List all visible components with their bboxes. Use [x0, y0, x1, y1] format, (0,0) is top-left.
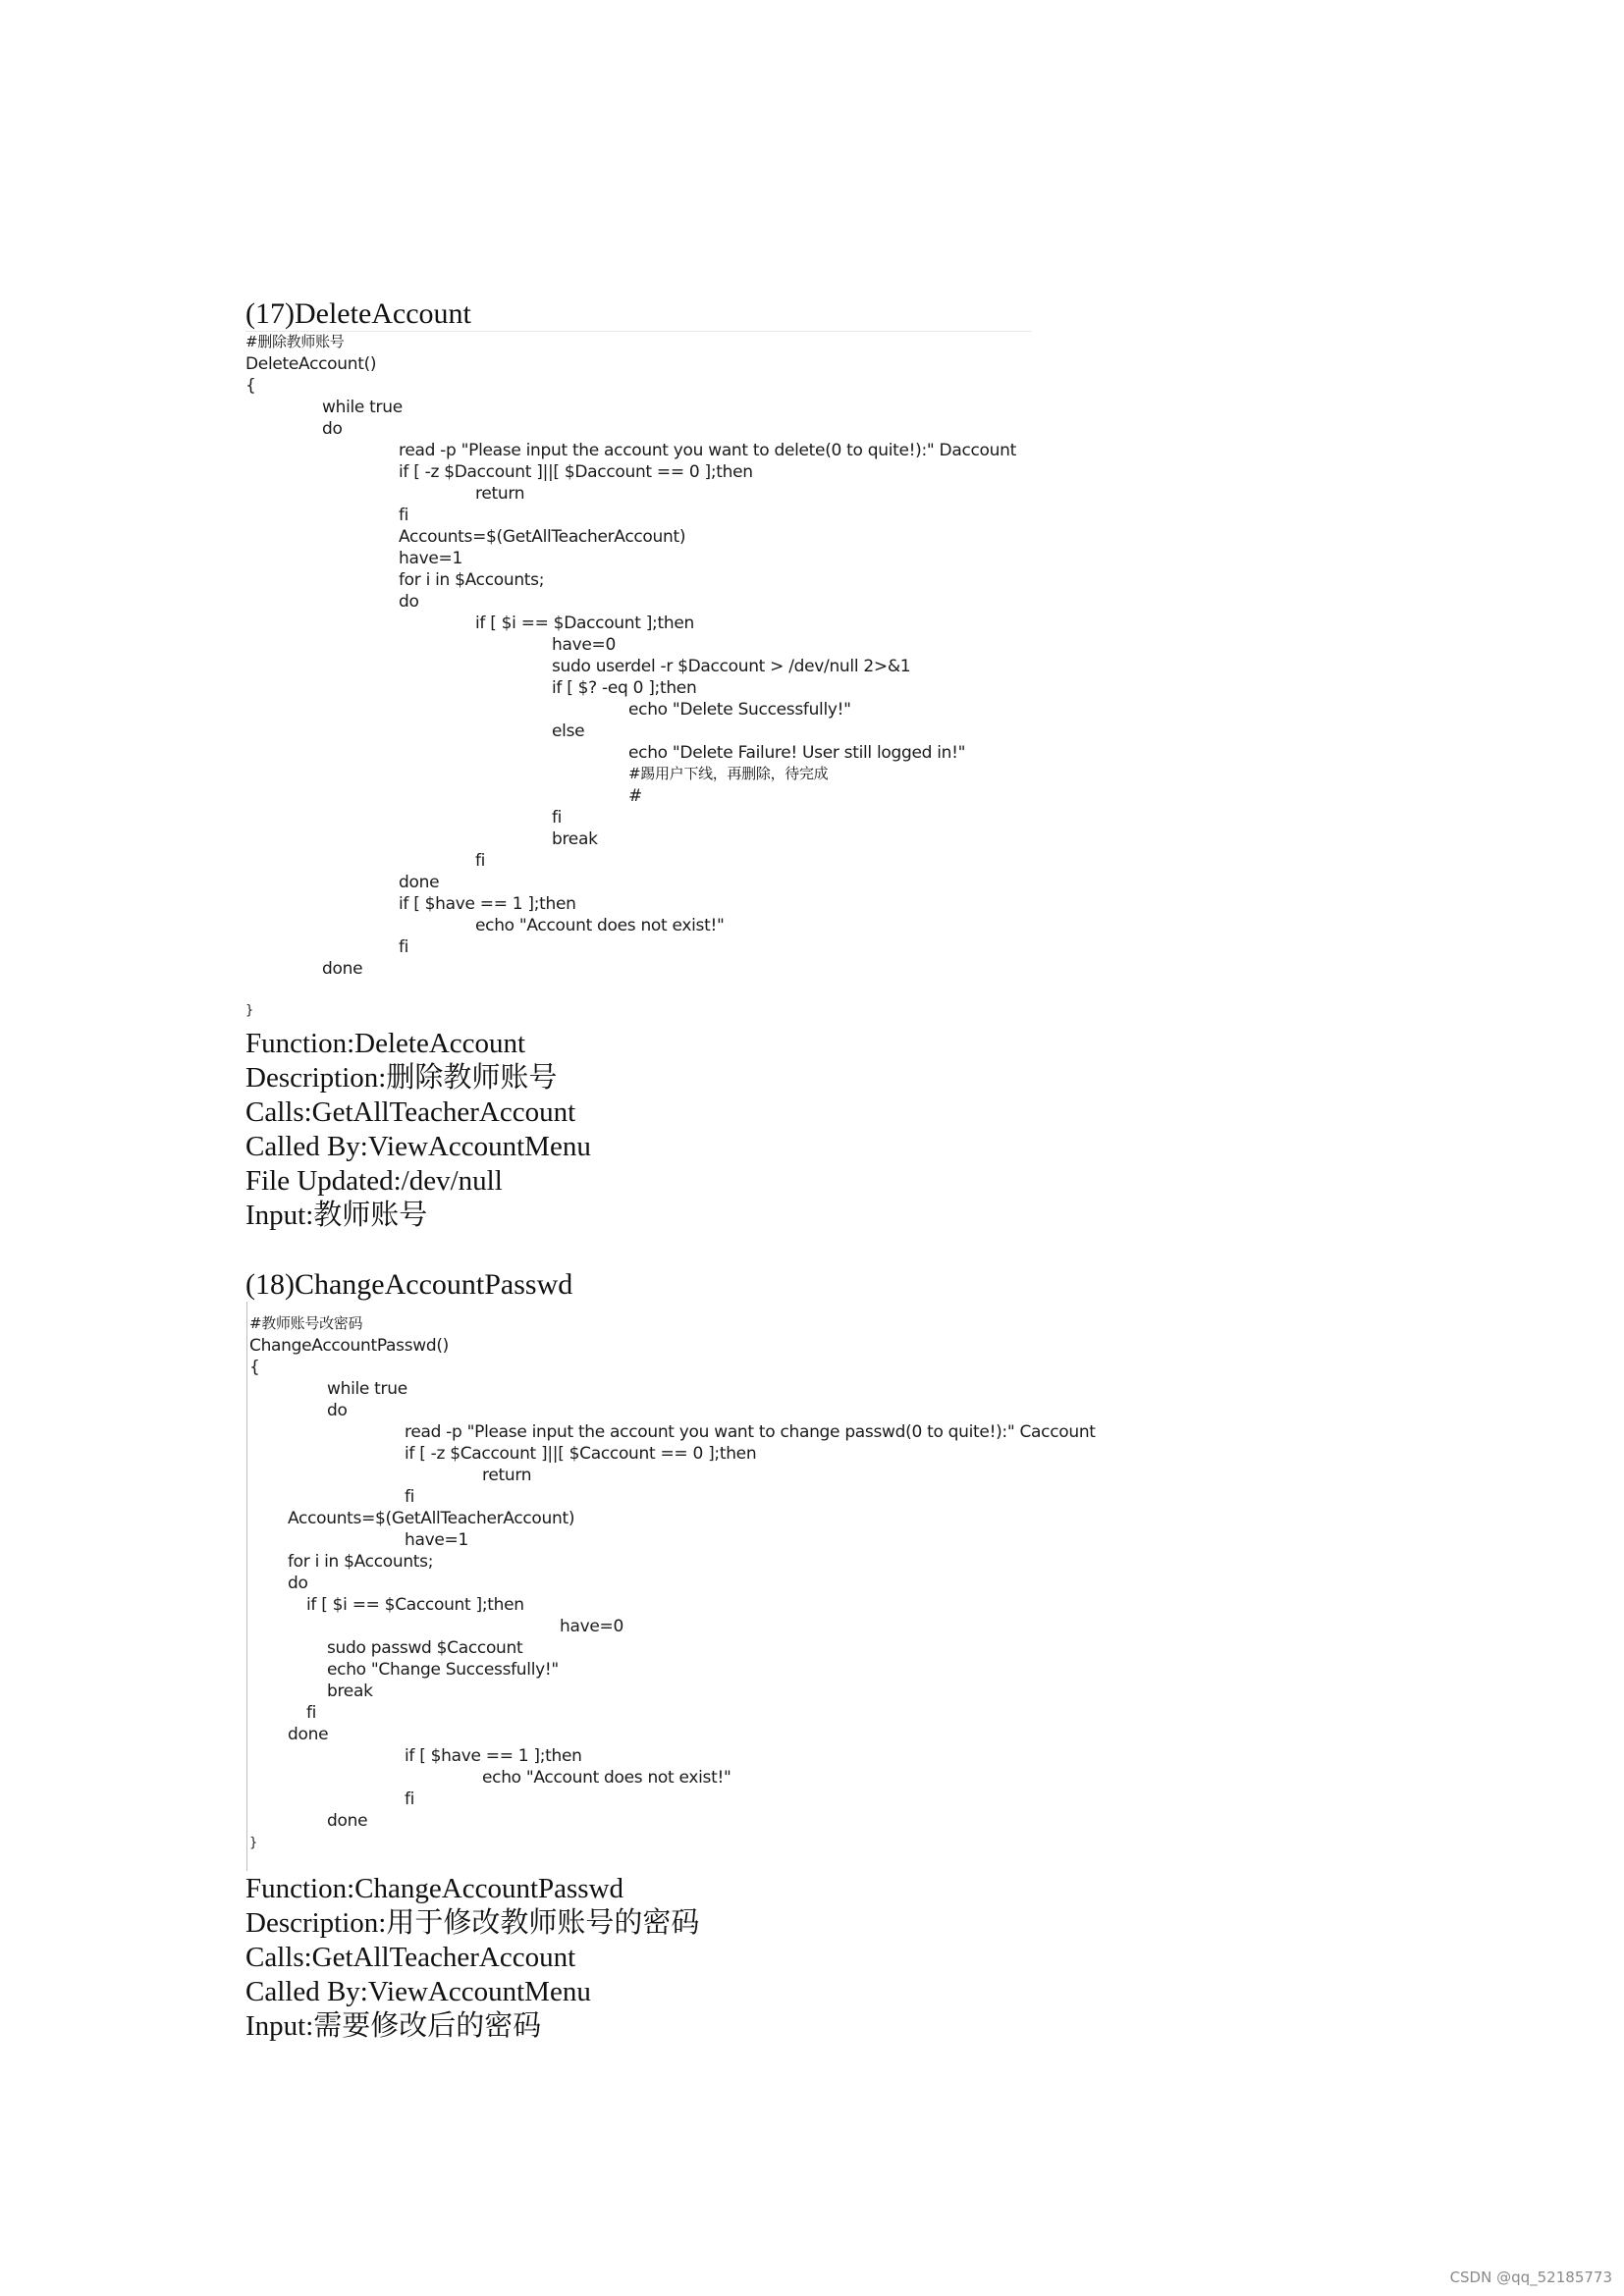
code-line: if [ -z $Caccount ]||[ $Caccount == 0 ];then [405, 1444, 757, 1464]
code-line: } [245, 1003, 253, 1018]
code-line: #踢用户下线，再删除，待完成 [628, 765, 829, 782]
section-18-title: (18)ChangeAccountPasswd [245, 1268, 573, 1301]
code-line: echo "Account does not exist!" [475, 916, 725, 935]
code-line: fi [405, 1487, 415, 1507]
meta-function: Function:DeleteAccount [245, 1028, 526, 1059]
code-line: have=1 [399, 549, 462, 568]
code-line: done [327, 1811, 368, 1831]
code-line: have=0 [560, 1617, 623, 1636]
code-line: have=0 [552, 635, 616, 655]
code-line: fi [475, 851, 486, 871]
code-line: done [322, 959, 363, 979]
code-line: fi [405, 1789, 415, 1809]
code-line: if [ -z $Daccount ]||[ $Daccount == 0 ];then [399, 462, 753, 482]
code-line: Accounts=$(GetAllTeacherAccount) [399, 527, 686, 547]
code-line: do [327, 1401, 348, 1420]
code-line: if [ $have == 1 ];then [399, 894, 576, 914]
code-line: read -p "Please input the account you want to delete(0 to quite!):" Daccount [399, 441, 1016, 460]
code-line: { [245, 376, 256, 396]
meta-function: Function:ChangeAccountPasswd [245, 1873, 624, 1904]
code-line: if [ $? -eq 0 ];then [552, 678, 697, 698]
code-line: fi [399, 506, 409, 525]
code-line: have=1 [405, 1530, 468, 1550]
code-line: #教师账号改密码 [249, 1314, 363, 1332]
code-line: Accounts=$(GetAllTeacherAccount) [288, 1509, 575, 1528]
code-block-border [246, 1302, 247, 1871]
meta-description: Description:用于修改教师账号的密码 [245, 1907, 700, 1939]
watermark-text: CSDN @qq_52185773 [1449, 2269, 1612, 2286]
code-line: fi [552, 808, 563, 828]
meta-calls: Calls:GetAllTeacherAccount [245, 1096, 576, 1128]
code-line: echo "Delete Failure! User still logged in!" [628, 743, 966, 763]
code-line: do [322, 419, 343, 439]
code-line: echo "Delete Successfully!" [628, 700, 851, 720]
code-line: if [ $i == $Caccount ];then [306, 1595, 524, 1615]
code-line: DeleteAccount() [245, 354, 377, 374]
title-divider [245, 331, 1031, 332]
meta-input: Input:需要修改后的密码 [245, 2010, 542, 2042]
section-17-title: (17)DeleteAccount [245, 297, 471, 330]
code-line: { [249, 1358, 260, 1377]
code-line: echo "Account does not exist!" [482, 1768, 731, 1788]
code-line: if [ $i == $Daccount ];then [475, 614, 694, 633]
code-line: #删除教师账号 [245, 333, 345, 350]
code-line: # [628, 786, 642, 806]
code-line: while true [327, 1379, 407, 1399]
meta-input: Input:教师账号 [245, 1200, 428, 1231]
code-line: sudo userdel -r $Daccount > /dev/null 2>&1 [552, 657, 911, 676]
code-line: ChangeAccountPasswd() [249, 1336, 450, 1356]
code-line: for i in $Accounts; [288, 1552, 434, 1572]
code-line: else [552, 721, 585, 741]
meta-calls: Calls:GetAllTeacherAccount [245, 1942, 576, 1973]
code-line: return [482, 1466, 532, 1485]
code-line: if [ $have == 1 ];then [405, 1746, 582, 1766]
code-line: while true [322, 398, 403, 417]
meta-called-by: Called By:ViewAccountMenu [245, 1131, 591, 1162]
meta-file-updated: File Updated:/dev/null [245, 1165, 503, 1197]
code-line: do [288, 1574, 308, 1593]
code-line: break [552, 829, 598, 849]
code-line: done [288, 1725, 329, 1744]
code-line: return [475, 484, 525, 504]
code-line: } [249, 1836, 257, 1850]
code-line: done [399, 873, 440, 892]
code-line: for i in $Accounts; [399, 570, 545, 590]
code-line: break [327, 1682, 373, 1701]
code-line: sudo passwd $Caccount [327, 1638, 523, 1658]
code-line: read -p "Please input the account you want to change passwd(0 to quite!):" Caccount [405, 1422, 1096, 1442]
code-line: do [399, 592, 419, 612]
code-line: fi [399, 937, 409, 957]
meta-description: Description:删除教师账号 [245, 1062, 558, 1094]
code-line: fi [306, 1703, 317, 1723]
meta-called-by: Called By:ViewAccountMenu [245, 1976, 591, 2007]
code-line: echo "Change Successfully!" [327, 1660, 559, 1680]
